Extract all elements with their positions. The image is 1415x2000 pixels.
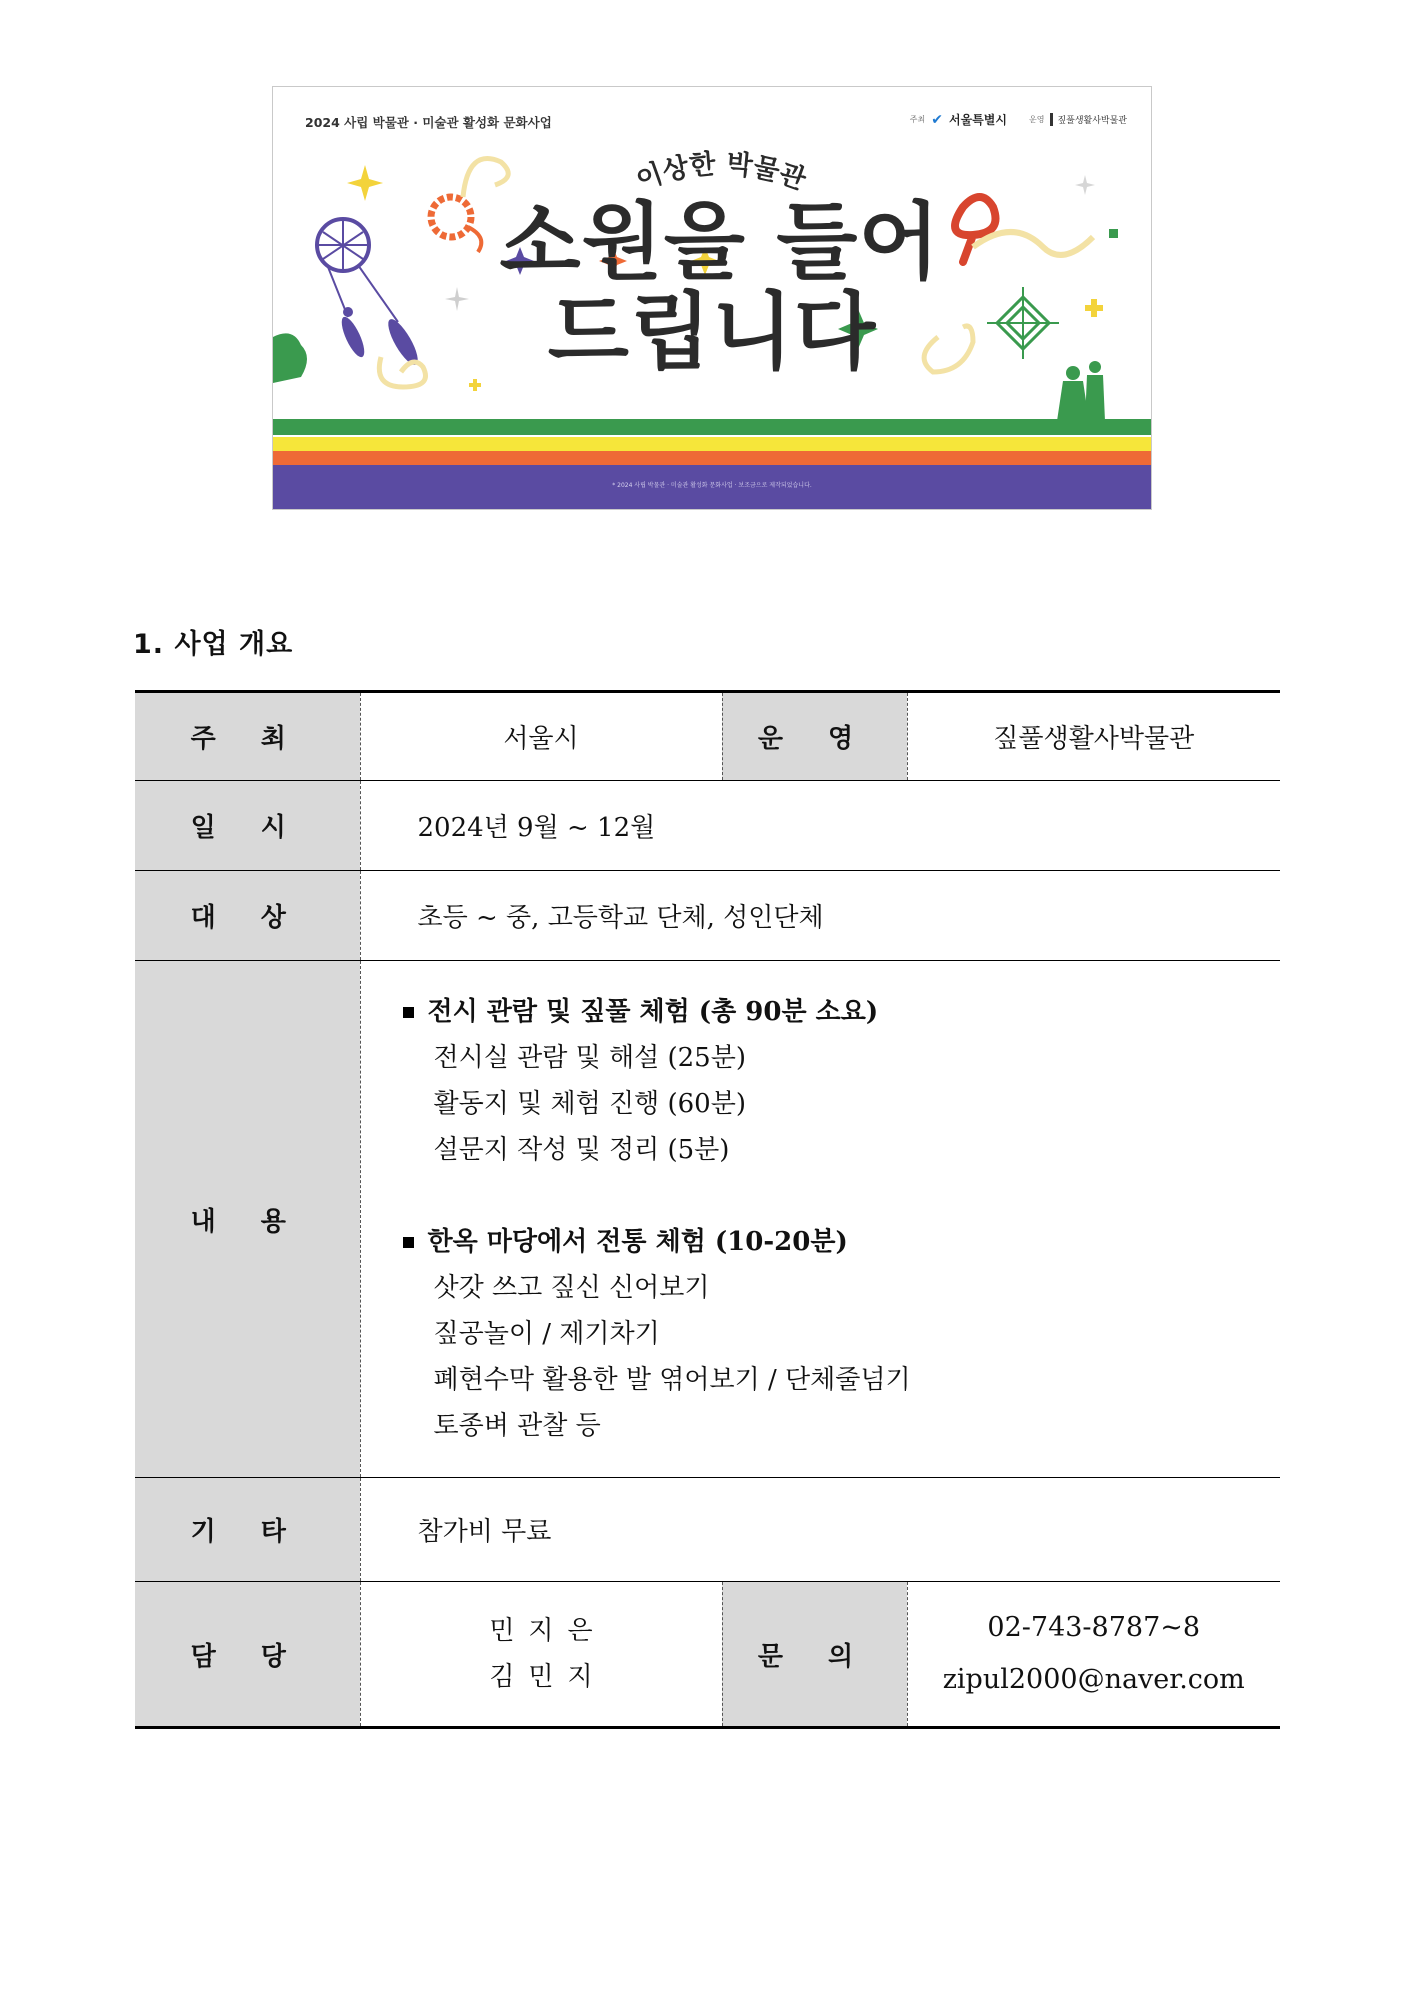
table-row bbox=[135, 1478, 1280, 1582]
inquiry-label-cell: 문 의 bbox=[722, 1582, 907, 1728]
operator-label-cell: 운 영 bbox=[722, 692, 907, 781]
table-row bbox=[135, 781, 1280, 871]
project-overview-table bbox=[135, 690, 1280, 1729]
sparkle-icon bbox=[347, 165, 383, 201]
date-label-cell: 일 시 bbox=[135, 781, 360, 871]
banner-subtitle: 2024 사립 박물관 · 미술관 활성화 문화사업 bbox=[305, 115, 552, 130]
operator-name: 짚풀생활사박물관 bbox=[1050, 113, 1127, 126]
operator-label: 운영 bbox=[1028, 115, 1045, 124]
host-label-cell: 주 최 bbox=[135, 692, 360, 781]
content-group-title bbox=[403, 1219, 1281, 1265]
table-row bbox=[135, 871, 1280, 961]
content-group-title bbox=[403, 989, 1281, 1035]
seoul-logo-icon: ✔ bbox=[931, 111, 943, 128]
operator-value-cell: 짚풀생활사박물관 bbox=[907, 692, 1280, 781]
etc-value-cell: 참가비 무료 bbox=[360, 1478, 1280, 1582]
list-item: 삿갓 쓰고 짚신 신어보기 bbox=[433, 1273, 710, 1303]
manager-value-cell bbox=[360, 1582, 722, 1728]
rope-curl-icon bbox=[463, 159, 508, 197]
host-name: 서울특별시 bbox=[949, 113, 1007, 127]
host-label: 주최 bbox=[909, 115, 926, 124]
table-row bbox=[135, 1582, 1280, 1728]
target-value-cell: 초등 ~ 중, 고등학교 단체, 성인단체 bbox=[360, 871, 1280, 961]
manager-name: 민지은 bbox=[489, 1616, 607, 1646]
sparkle-icon bbox=[469, 379, 481, 391]
content-value-cell bbox=[360, 961, 1280, 1478]
banner-title-line1: 소원을 들어 bbox=[499, 193, 941, 291]
banner-copyright: * 2024 사립 박물관 · 미술관 활성화 문화사업 · 보조금으로 제작되었습니다. bbox=[612, 482, 812, 489]
list-item: 설문지 작성 및 정리 (5분) bbox=[433, 1135, 730, 1165]
list-item: 토종벼 관찰 등 bbox=[433, 1411, 601, 1441]
banner-color-stripes bbox=[273, 419, 1151, 509]
group1-title: 전시 관람 및 짚풀 체험 (총 90분 소요) bbox=[427, 997, 879, 1027]
square-bullet-icon bbox=[403, 1007, 414, 1018]
table-row bbox=[135, 961, 1280, 1478]
list-item: 짚공놀이 / 제기차기 bbox=[433, 1319, 660, 1349]
table-row bbox=[135, 692, 1280, 781]
date-value-cell: 2024년 9월 ~ 12월 bbox=[360, 781, 1280, 871]
host-value-cell: 서울시 bbox=[360, 692, 722, 781]
event-banner bbox=[272, 86, 1152, 510]
etc-label-cell: 기 타 bbox=[135, 1478, 360, 1582]
banner-title-line2: 드립니다 bbox=[547, 283, 877, 381]
contact-phone: 02-743-8787~8 bbox=[987, 1612, 1201, 1643]
contact-email[interactable]: zipul2000@naver.com bbox=[942, 1664, 1245, 1695]
inquiry-value-cell bbox=[907, 1582, 1280, 1728]
manager-name: 김민지 bbox=[489, 1662, 607, 1692]
section-title: 1. 사업 개요 bbox=[133, 629, 294, 660]
square-bullet-icon bbox=[403, 1237, 414, 1248]
sparkle-icon bbox=[1075, 175, 1095, 195]
arc-text: 이상한 박물관 bbox=[632, 148, 810, 197]
list-item: 폐현수막 활용한 발 엮어보기 / 단체줄넘기 bbox=[433, 1365, 911, 1395]
list-item: 활동지 및 체험 진행 (60분) bbox=[433, 1089, 746, 1119]
list-item: 전시실 관람 및 해설 (25분) bbox=[433, 1043, 746, 1073]
content-label-cell: 내 용 bbox=[135, 961, 360, 1478]
group2-title: 한옥 마당에서 전통 체험 (10-20분) bbox=[427, 1227, 848, 1257]
manager-label-cell: 담 당 bbox=[135, 1582, 360, 1728]
target-label-cell: 대 상 bbox=[135, 871, 360, 961]
